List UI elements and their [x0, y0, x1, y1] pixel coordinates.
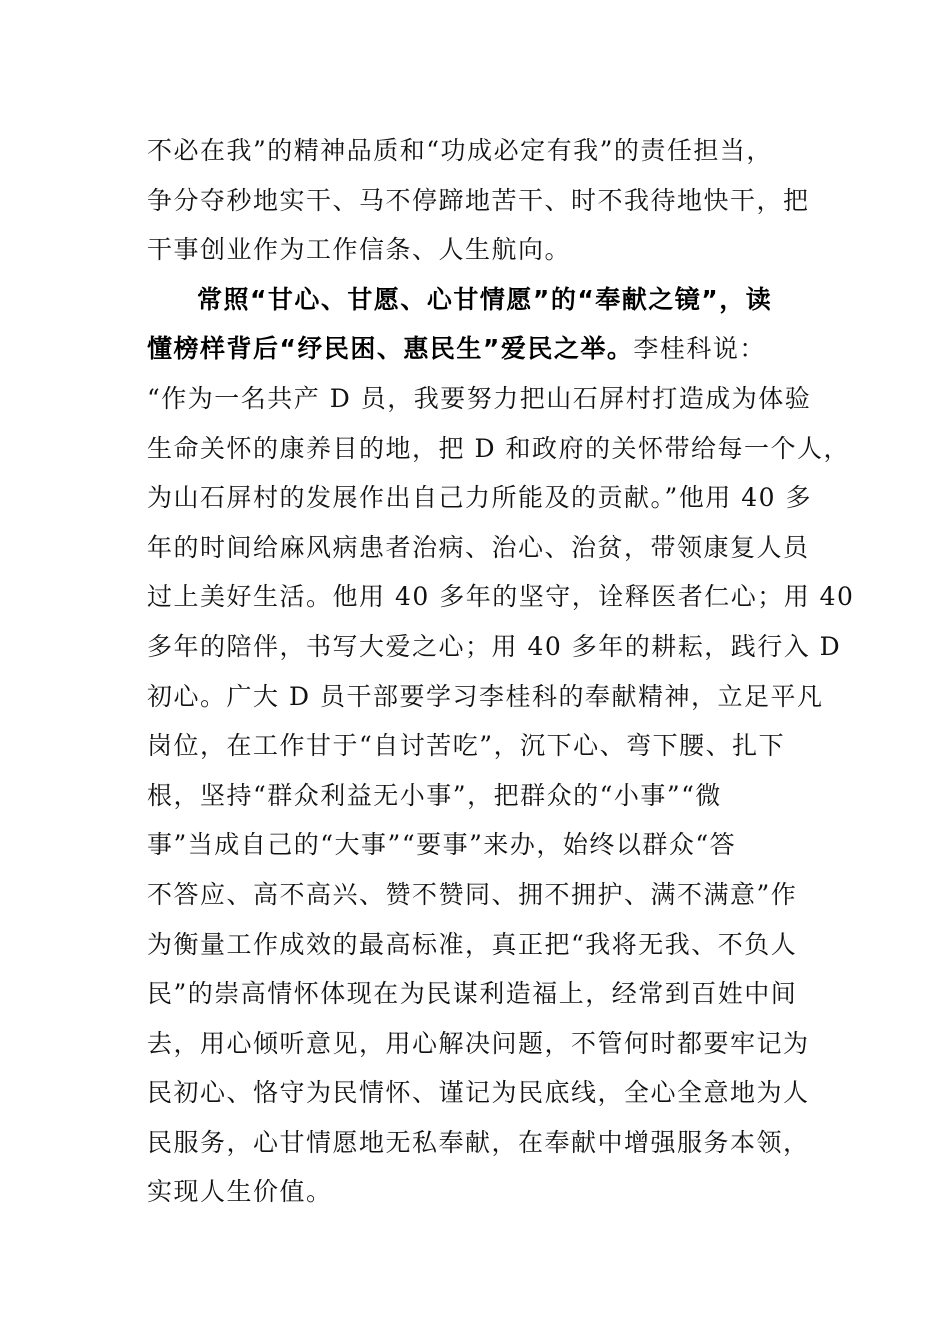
paragraph-line: 生命关怀的康养目的地，把 D 和政府的关怀带给每一个人， [147, 433, 850, 463]
paragraph-line: 争分夺秒地实干、马不停蹄地苦干、时不我待地快干，把 [147, 185, 810, 215]
paragraph-line: 年的时间给麻风病患者治病、治心、治贫，带领康复人员 [147, 532, 810, 562]
paragraph-1 [147, 126, 817, 275]
document-body [147, 126, 855, 1217]
paragraph-line: 不答应、高不高兴、赞不赞同、拥不拥护、满不满意”作 [147, 879, 798, 909]
paragraph-line: 不必在我”的精神品质和“功成必定有我”的责任担当， [147, 136, 773, 165]
paragraph-line: 根，坚持“群众利益无小事”，把群众的“小事”“微 [147, 780, 722, 810]
paragraph-line: 为衡量工作成效的最高标准，真正把“我将无我、不负人 [147, 929, 798, 959]
paragraph-line: 民服务，心甘情愿地无私奉献，在奉献中增强服务本领， [147, 1127, 810, 1157]
paragraph-heading-line [147, 275, 817, 325]
paragraph-line: 事”当成自己的“大事”“要事”来办，始终以群众“答 [147, 830, 737, 860]
paragraph-line: “作为一名共产 D 员，我要努力把山石屏村打造成为体验 [147, 383, 812, 413]
paragraph-line: 民初心、恪守为民情怀、谨记为民底线，全心全意地为人 [147, 1078, 810, 1108]
bold-heading-text: 懂榜样背后“纾民困、惠民生”爱民之举。 [147, 334, 634, 364]
paragraph-line: 过上美好生活。他用 40 多年的坚守，诠释医者仁心；用 40 [147, 582, 855, 612]
paragraph-line: 去，用心倾听意见，用心解决问题，不管何时都要牢记为 [147, 1028, 810, 1058]
paragraph-line: 多年的陪伴，书写大爱之心；用 40 多年的耕耘，践行入 D [147, 631, 842, 661]
paragraph-line: 干事创业作为工作信条、人生航向。 [147, 235, 572, 265]
paragraph-line: 民”的崇高情怀体现在为民谋利造福上，经常到百姓中间 [147, 979, 798, 1009]
paragraph-line: 实现人生价值。 [147, 1177, 333, 1207]
paragraph-2 [147, 275, 855, 1217]
bold-heading-text: 常照“甘心、甘愿、心甘情愿”的“奉献之镜”，读 [197, 284, 773, 314]
paragraph-heading-line [147, 324, 817, 374]
paragraph-line: 岗位，在工作甘于“自讨苦吃”，沉下心、弯下腰、扎下 [147, 731, 786, 761]
paragraph-line: 初心。广大 D 员干部要学习李桂科的奉献精神，立足平凡 [147, 681, 824, 711]
paragraph-text: 李桂科说： [633, 334, 766, 364]
paragraph-line: 为山石屏村的发展作出自己力所能及的贡献。”他用 40 多 [147, 483, 812, 513]
